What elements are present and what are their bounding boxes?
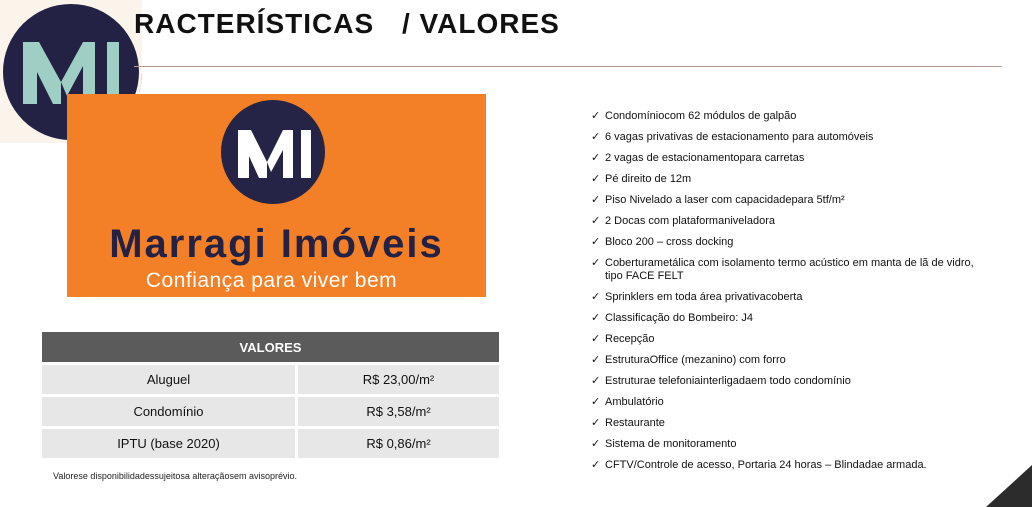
feature-text: Ambulatório [605,396,664,408]
check-icon: ✓ [591,257,601,269]
list-item [591,110,981,123]
feature-text: Bloco 200 – cross docking [605,236,734,248]
row-value: R$ 23,00/m² [297,364,500,396]
feature-text: Piso Nivelado a laser com capacidadepara 5tf/m² [605,194,845,206]
list-item [591,438,981,451]
feature-text: Estruturae telefoniainterligadaem todo condomínio [605,375,851,387]
valores-table [42,332,499,458]
list-item [591,152,981,165]
row-value: R$ 0,86/m² [297,428,500,459]
row-value: R$ 3,58/m² [297,396,500,428]
feature-text: 2 vagas de estacionamentopara carretas [605,152,805,164]
list-item [591,257,981,283]
list-item [591,236,981,249]
feature-text: Condomíniocom 62 módulos de galpão [605,110,797,122]
list-item [591,173,981,186]
marragi-banner [67,94,486,297]
feature-text: CFTV/Controle de acesso, Portaria 24 horas – Blindadae armada. [605,459,927,471]
check-icon: ✓ [591,333,601,345]
feature-text: Pé direito de 12m [605,173,692,185]
feature-text: Sistema de monitoramento [605,438,737,450]
list-item [591,194,981,207]
feature-text: Recepção [605,333,655,345]
list-item [591,312,981,325]
check-icon: ✓ [591,291,601,303]
m-logo-icon [221,100,325,204]
list-item [591,396,981,409]
list-item [591,354,981,367]
check-icon: ✓ [591,396,601,408]
check-icon: ✓ [591,417,601,429]
feature-text: EstruturaOffice (mezanino) com forro [605,354,786,366]
list-item [591,131,981,144]
check-icon: ✓ [591,152,601,164]
list-item [591,215,981,228]
check-icon: ✓ [591,110,601,122]
list-item [591,333,981,346]
row-label: Aluguel [42,364,297,396]
feature-text: Restaurante [605,417,665,429]
title-divider [134,66,1002,67]
brand-tagline: Confiança para viver bem [145,269,398,292]
check-icon: ✓ [591,354,601,366]
feature-text: 6 vagas privativas de estacionamento para automóveis [605,131,874,143]
check-icon: ✓ [591,312,601,324]
feature-text: 2 Docas com plataformaniveladora [605,215,775,227]
valores-header: VALORES [42,332,499,364]
feature-text: Coberturametálica com isolamento termo acústico em manta de lã de vidro, tipo FACE FELT [605,257,974,282]
banner-logo-circle [221,100,325,204]
check-icon: ✓ [591,438,601,450]
check-icon: ✓ [591,215,601,227]
features-list [591,110,981,480]
list-item [591,291,981,304]
title-caracteristicas: RACTERÍSTICAS [134,8,375,39]
row-label: IPTU (base 2020) [42,428,297,459]
title-valores: / VALORES [402,8,560,39]
row-label: Condomínio [42,396,297,428]
check-icon: ✓ [591,194,601,206]
check-icon: ✓ [591,173,601,185]
list-item [591,375,981,388]
table-row [42,428,499,459]
corner-decoration [986,465,1032,507]
disclaimer-note: Valorese disponibilidadessujeitosa alteraçãosem avisoprévio. [53,471,297,481]
brand-name: Marragi Imóveis [109,222,444,266]
check-icon: ✓ [591,131,601,143]
table-row [42,396,499,428]
list-item [591,417,981,430]
check-icon: ✓ [591,375,601,387]
feature-text: Classificação do Bombeiro: J4 [605,312,753,324]
list-item [591,459,981,472]
table-row [42,364,499,396]
check-icon: ✓ [591,459,601,471]
check-icon: ✓ [591,236,601,248]
feature-text: Sprinklers em toda área privativacoberta [605,291,803,303]
